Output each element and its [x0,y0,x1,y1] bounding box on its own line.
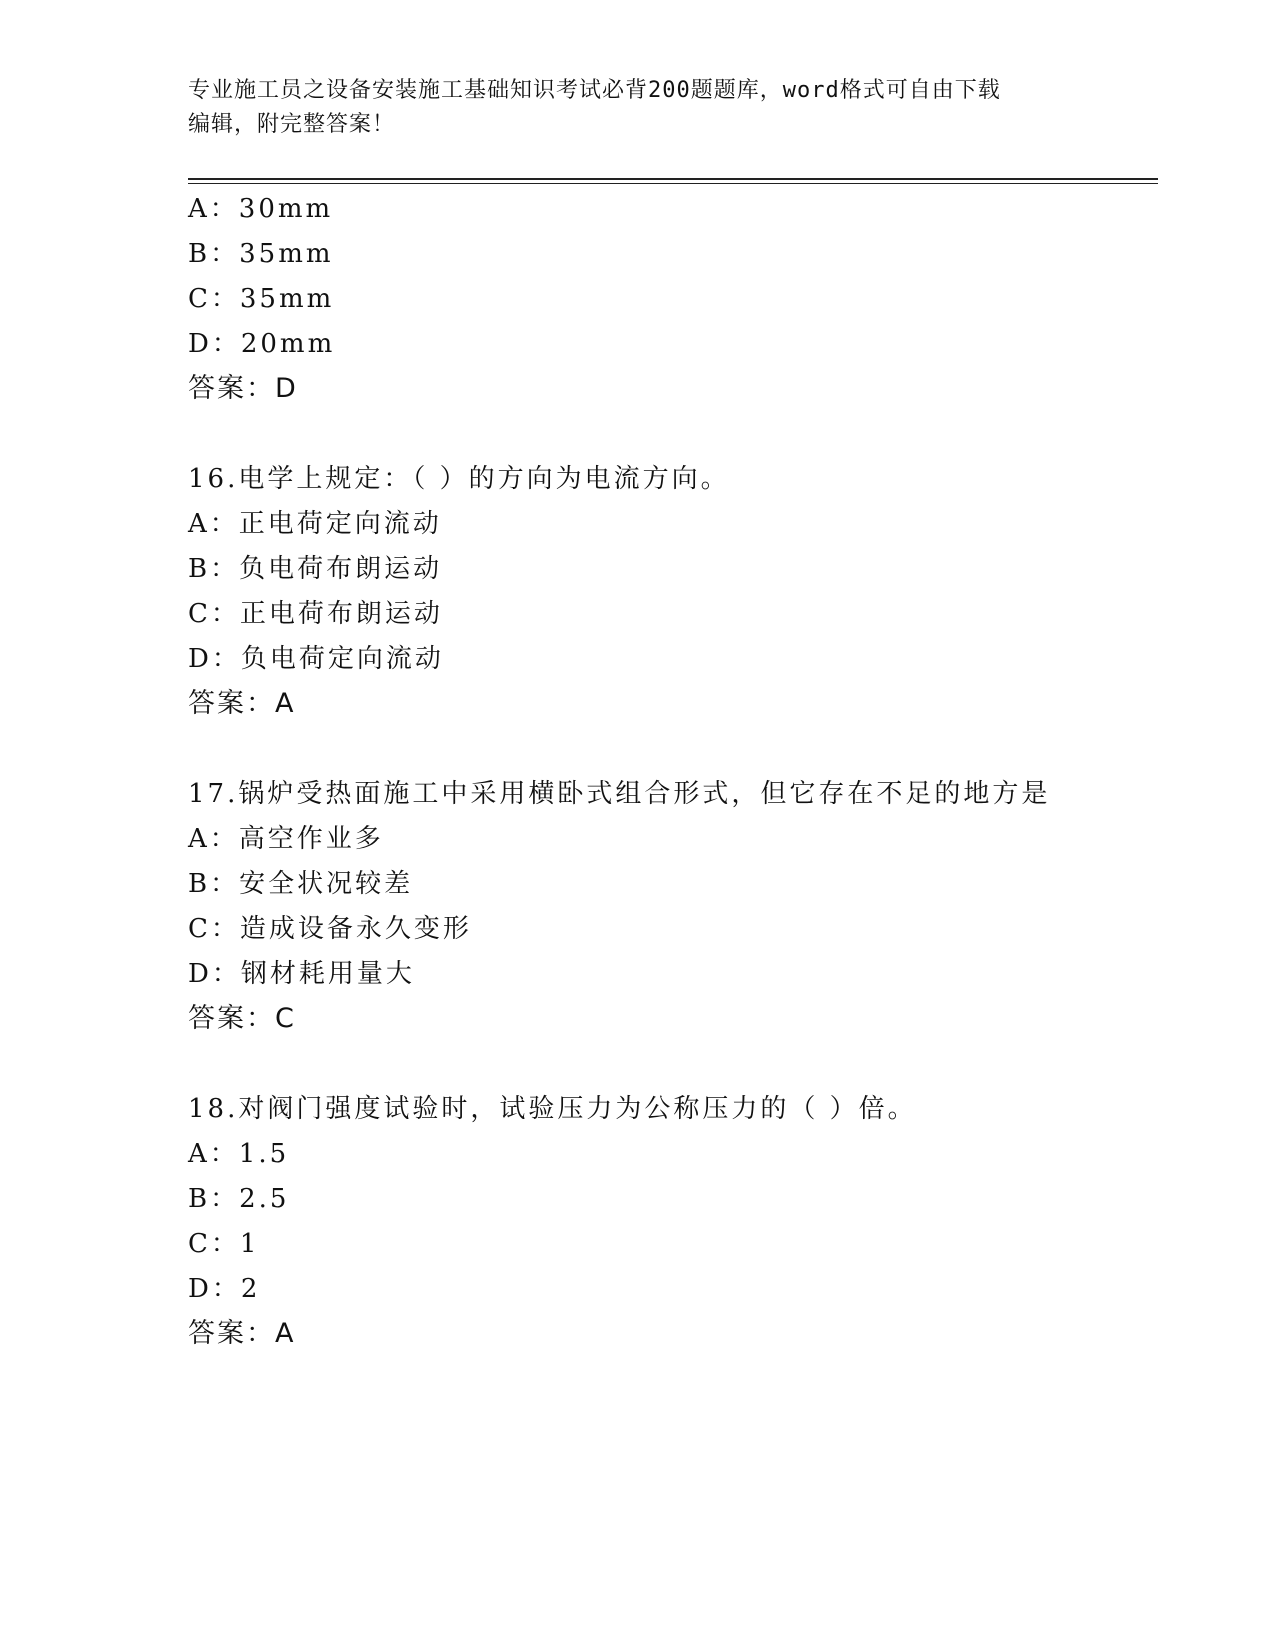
q15-option-d: D：20mm [188,329,336,359]
q15-option-c: C：35mm [188,284,335,314]
q17-option-b: B：安全状况较差 [188,869,414,899]
q16-option-d: D：负电荷定向流动 [188,644,444,674]
q15-option-a: A：30mm [188,194,334,224]
title-line-2: 编辑，附完整答案！ [188,112,396,137]
q16-option-c: C：正电荷布朗运动 [188,599,443,629]
q18-question: 18.对阀门强度试验时，试验压力为公称压力的（ ）倍。 [188,1094,917,1124]
q18-answer: 答案：A [188,1318,296,1349]
title-line-1: 专业施工员之设备安装施工基础知识考试必背200题题库，word格式可自由下载 [188,78,1001,103]
q18-option-c: C：1 [188,1229,260,1259]
q17-option-d: D：钢材耗用量大 [188,959,415,989]
q15-answer: 答案：D [188,373,298,404]
q18-option-d: D：2 [188,1274,261,1304]
q17-option-a: A：高空作业多 [188,824,384,854]
q16-option-a: A：正电荷定向流动 [188,509,442,539]
q15-option-b: B：35mm [188,239,334,269]
q18-option-a: A：1.5 [188,1139,290,1169]
header-divider [188,178,1158,184]
q16-option-b: B：负电荷布朗运动 [188,554,443,584]
q17-question: 17.锅炉受热面施工中采用横卧式组合形式，但它存在不足的地方是 [188,779,1051,809]
q16-answer: 答案：A [188,688,296,719]
document-title [188,74,1088,142]
q17-answer: 答案：C [188,1003,296,1034]
q16-question: 16.电学上规定：（ ）的方向为电流方向。 [188,464,730,494]
q18-option-b: B：2.5 [188,1184,290,1214]
q17-option-c: C：造成设备永久变形 [188,914,472,944]
